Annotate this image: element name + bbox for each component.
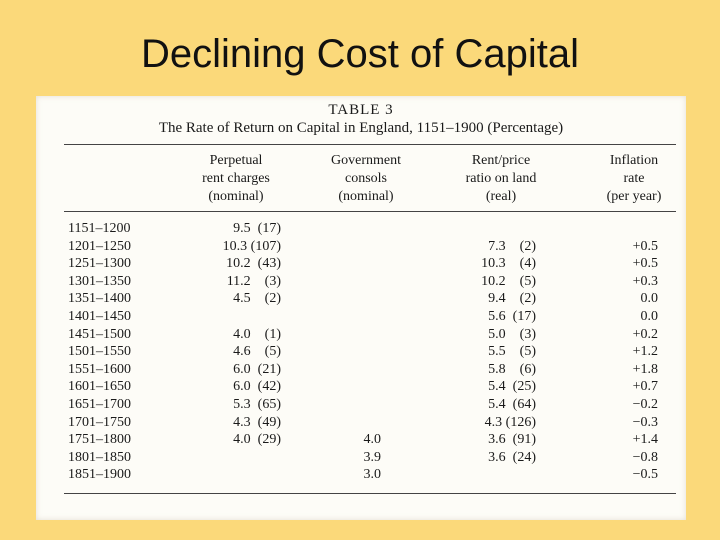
cell-inflation: +0.3	[632, 273, 658, 289]
table-row	[36, 361, 686, 379]
cell-rent: 4.3 (49)	[233, 414, 281, 430]
cell-period: 1251–1300	[68, 256, 131, 272]
cell-rent: 9.5 (17)	[233, 221, 281, 236]
cell-rent: 4.0 (29)	[233, 432, 281, 448]
slide-title: Declining Cost of Capital	[141, 32, 579, 76]
cell-consol: 3.0	[363, 467, 381, 483]
cell-period: 1451–1500	[68, 326, 131, 342]
cell-rent: 4.6 (5)	[233, 344, 281, 360]
cell-inflation: −0.2	[632, 396, 658, 412]
table-number: TABLE 3	[328, 102, 394, 118]
cell-rentprice: 5.4 (64)	[488, 396, 536, 412]
cell-rentprice: 9.4 (2)	[488, 291, 536, 307]
table-body	[36, 220, 686, 484]
cell-inflation: +1.8	[632, 361, 658, 377]
header-rule	[64, 211, 676, 212]
cell-period: 1651–1700	[68, 396, 131, 412]
cell-consol: 3.9	[363, 449, 381, 465]
cell-inflation: −0.8	[632, 449, 658, 465]
table-caption: The Rate of Return on Capital in England, 1151–1900 (Percentage)	[158, 120, 564, 136]
cell-rentprice: 4.3 (126)	[484, 414, 536, 430]
table-row	[36, 308, 686, 326]
header-rent-charges: Perpetual rent charges (nominal)	[202, 153, 270, 204]
top-rule	[64, 144, 676, 145]
cell-rent: 4.5 (2)	[233, 291, 281, 307]
cell-inflation: +0.5	[632, 256, 658, 272]
cell-rentprice: 7.3 (2)	[488, 238, 536, 254]
cell-rent: 10.2 (43)	[226, 256, 281, 272]
cell-period: 1401–1450	[68, 308, 131, 324]
cell-rentprice: 3.6 (24)	[488, 449, 536, 465]
cell-period: 1751–1800	[68, 432, 131, 448]
cell-rent: 10.3 (107)	[222, 238, 281, 254]
cell-inflation: +0.2	[632, 326, 658, 342]
cell-inflation: −0.5	[632, 467, 658, 483]
table-row	[36, 466, 686, 484]
cell-inflation: +0.7	[632, 379, 658, 395]
bottom-rule	[64, 493, 676, 494]
scanned-table	[36, 96, 686, 520]
cell-rentprice: 5.8 (6)	[488, 361, 536, 377]
header-consols: Government consols (nominal)	[331, 153, 401, 204]
cell-period: 1601–1650	[68, 379, 131, 395]
cell-period: 1301–1350	[68, 273, 131, 289]
cell-rent: 6.0 (21)	[233, 361, 281, 377]
table-row	[36, 378, 686, 396]
cell-inflation: +0.5	[632, 238, 658, 254]
table-row	[36, 431, 686, 449]
cell-consol: 4.0	[363, 432, 381, 448]
cell-rentprice: 5.5 (5)	[488, 344, 536, 360]
cell-rentprice: 5.6 (17)	[488, 308, 536, 324]
header-rent-price: Rent/price ratio on land (real)	[465, 153, 537, 204]
cell-period: 1501–1550	[68, 344, 131, 360]
cell-rentprice: 10.3 (4)	[481, 256, 536, 272]
cell-inflation: 0.0	[640, 291, 658, 307]
table-row	[36, 396, 686, 414]
cell-period: 1151–1200	[68, 221, 131, 236]
table-row	[36, 449, 686, 467]
cell-period: 1851–1900	[68, 467, 131, 483]
cell-period: 1201–1250	[68, 238, 131, 254]
table-row	[36, 238, 686, 256]
cell-rentprice: 5.0 (3)	[488, 326, 536, 342]
table-row	[36, 220, 686, 238]
cell-rentprice: 3.6 (91)	[488, 432, 536, 448]
table-row	[36, 343, 686, 361]
table-row	[36, 273, 686, 291]
cell-rent: 5.3 (65)	[233, 396, 281, 412]
cell-period: 1351–1400	[68, 291, 131, 307]
cell-inflation: +1.4	[632, 432, 658, 448]
cell-rentprice: 10.2 (5)	[481, 273, 536, 289]
cell-rentprice: 5.4 (25)	[488, 379, 536, 395]
cell-period: 1551–1600	[68, 361, 131, 377]
cell-inflation: +1.2	[632, 344, 658, 360]
table-row	[36, 290, 686, 308]
table-row	[36, 414, 686, 432]
cell-rent: 6.0 (42)	[233, 379, 281, 395]
header-inflation: Inflation rate (per year)	[606, 153, 662, 204]
table-row	[36, 326, 686, 344]
cell-inflation: −0.3	[632, 414, 658, 430]
table-row	[36, 255, 686, 273]
cell-period: 1801–1850	[68, 449, 131, 465]
cell-inflation: 0.0	[640, 308, 658, 324]
cell-rent: 4.0 (1)	[233, 326, 281, 342]
cell-period: 1701–1750	[68, 414, 131, 430]
cell-rent: 11.2 (3)	[226, 273, 281, 289]
